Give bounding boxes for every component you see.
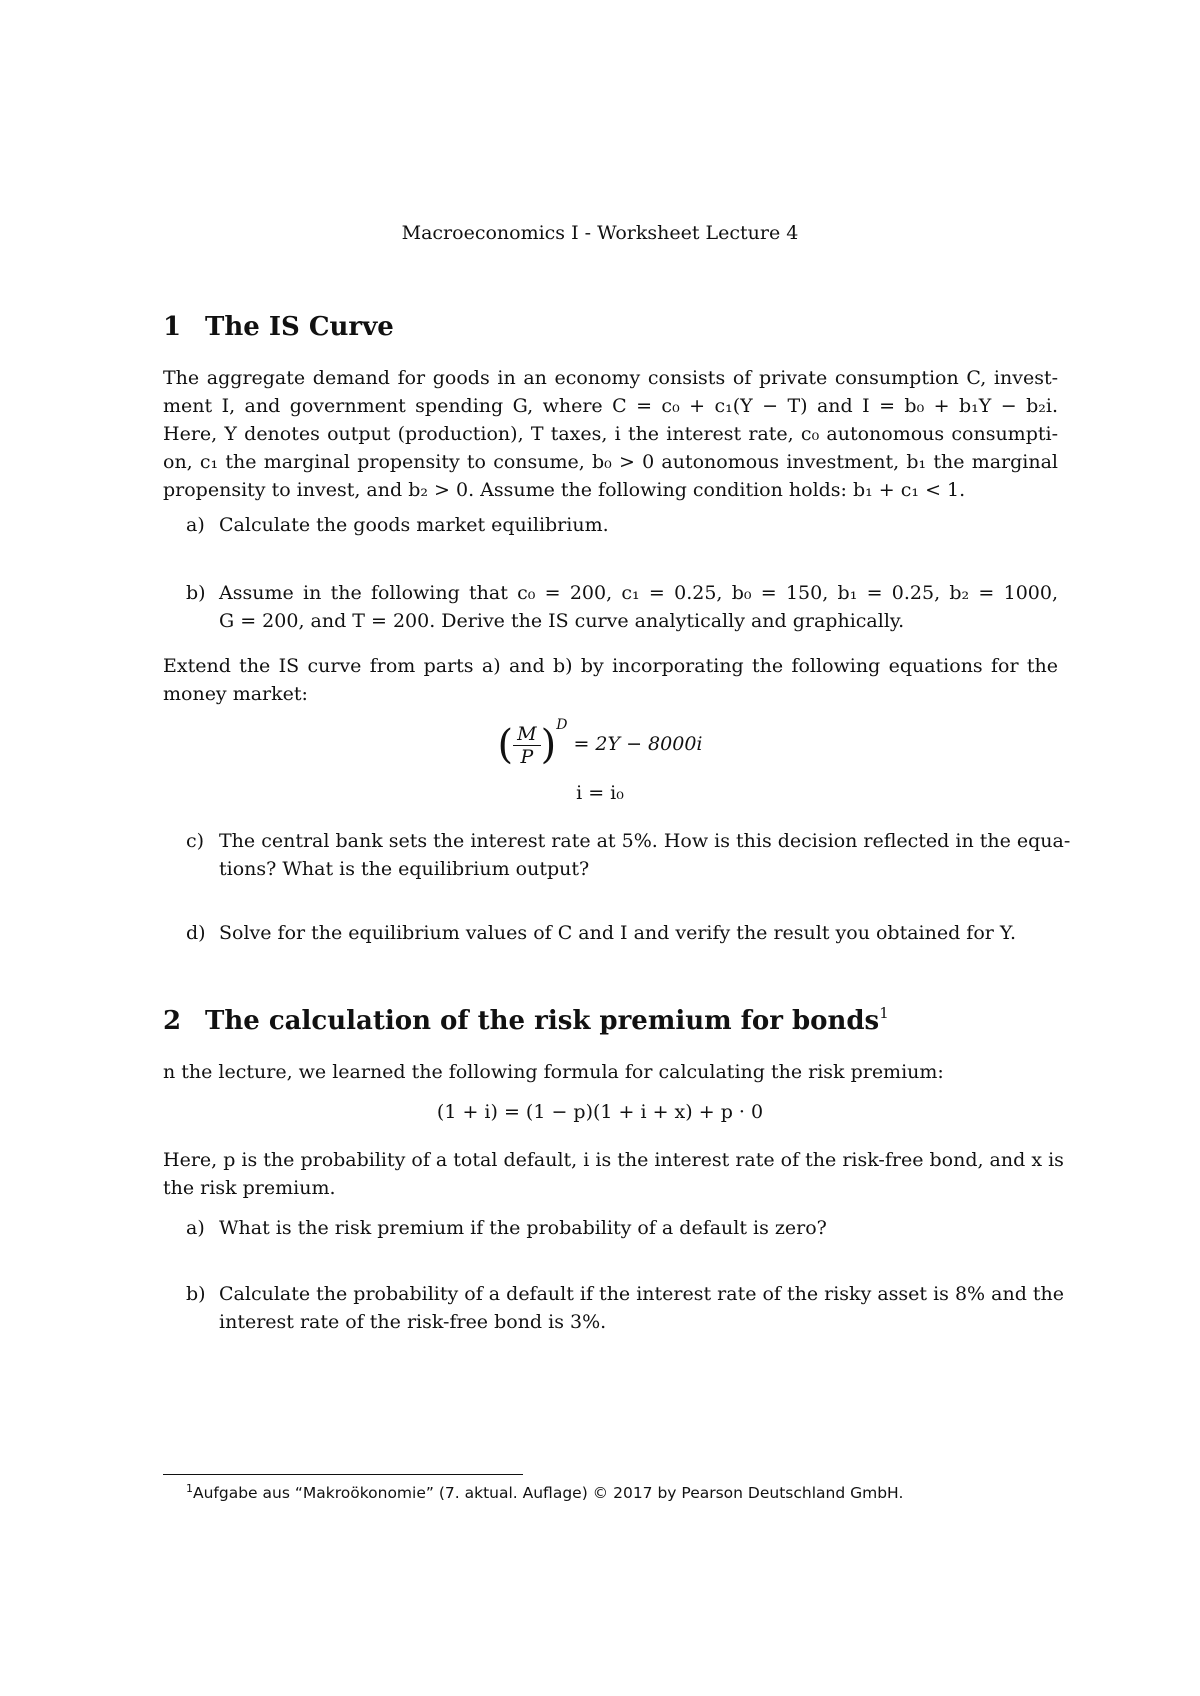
intro-line: on, c₁ the marginal propensity to consume, b₀ > 0 autonomous investment, b₁ the marginal xyxy=(163,451,1058,473)
footnote xyxy=(186,1482,903,1502)
section-1-item-d xyxy=(186,919,1058,947)
section-2-explanation xyxy=(163,1146,1064,1202)
item-text-line: tions? What is the equilibrium output? xyxy=(219,858,590,880)
document-title: Macroeconomics I - Worksheet Lecture 4 xyxy=(401,222,799,244)
item-text: What is the risk premium if the probability of a default is zero? xyxy=(219,1217,827,1239)
section-1-title: The IS Curve xyxy=(205,312,394,342)
intro-line: The aggregate demand for goods in an economy consists of private consumption C, invest- xyxy=(163,367,1058,389)
explain-line: the risk premium. xyxy=(163,1177,336,1199)
item-text-line: Assume in the following that c₀ = 200, c₁ = 0.25, b₀ = 150, b₁ = 0.25, b₂ = 1000, xyxy=(219,582,1058,604)
item-text-line: interest rate of the risk-free bond is 3%. xyxy=(219,1311,607,1333)
item-marker: a) xyxy=(186,1217,205,1239)
item-marker: c) xyxy=(186,830,205,852)
footnote-text: Aufgabe aus “Makroökonomie” (7. aktual. Auflage) © 2017 by Pearson Deutschland GmbH. xyxy=(193,1484,904,1503)
section-1-item-c xyxy=(186,827,1071,883)
section-1-number: 1 xyxy=(163,312,182,342)
interest-rate-equation: i = i₀ xyxy=(576,782,624,804)
section-1-item-b xyxy=(186,579,1058,635)
section-1-intro xyxy=(163,364,1058,504)
section-1-item-a xyxy=(186,511,1058,539)
money-demand-equation: ( $\frac{M}{P}$ )$^D$ = 2Y − 8000i xyxy=(497,716,703,768)
section-1-heading xyxy=(163,312,394,342)
intro-line: Here, Y denotes output (production), T taxes, i the interest rate, c₀ autonomous consumpti- xyxy=(163,423,1058,445)
section-2-heading xyxy=(163,1006,889,1036)
footnote-mark: 1 xyxy=(186,1482,193,1495)
fraction-denominator: P xyxy=(520,745,534,768)
equation-rhs: = 2Y − 8000i xyxy=(573,733,703,755)
item-text: Calculate the goods market equilibrium. xyxy=(219,514,609,536)
intro-line: propensity to invest, and b₂ > 0. Assume the following condition holds: b₁ + c₁ < 1. xyxy=(163,479,966,501)
fraction-numerator: M xyxy=(513,723,540,746)
footnote-divider xyxy=(163,1474,523,1475)
extend-line: money market: xyxy=(163,683,308,705)
section-2-number: 2 xyxy=(163,1006,182,1036)
section-2-item-a xyxy=(186,1214,1058,1242)
item-marker: b) xyxy=(186,582,206,604)
item-text-line: Calculate the probability of a default if the interest rate of the risky asset is 8% and the xyxy=(219,1283,1065,1305)
item-text: Solve for the equilibrium values of C and I and verify the result you obtained for Y. xyxy=(219,922,1017,944)
footnote-reference: 1 xyxy=(879,1004,889,1022)
item-marker: b) xyxy=(186,1283,206,1305)
section-1-extend-text xyxy=(163,652,1058,708)
demand-superscript: D xyxy=(556,716,568,733)
extend-line: Extend the IS curve from parts a) and b) by incorporating the following equations for the xyxy=(163,655,1058,677)
explain-line: Here, p is the probability of a total default, i is the interest rate of the risk-free bond, and x is xyxy=(163,1149,1064,1171)
section-2-title: The calculation of the risk premium for bonds xyxy=(205,1006,880,1036)
section-2-intro: n the lecture, we learned the following formula for calculating the risk premium: xyxy=(163,1061,944,1083)
item-marker: a) xyxy=(186,514,205,536)
item-marker: d) xyxy=(186,922,206,944)
intro-line: ment I, and government spending G, where C = c₀ + c₁(Y − T) and I = b₀ + b₁Y − b₂i. xyxy=(163,395,1058,417)
section-2-item-b xyxy=(186,1280,1065,1336)
item-text-line: G = 200, and T = 200. Derive the IS curve analytically and graphically. xyxy=(219,610,905,632)
item-text-line: The central bank sets the interest rate at 5%. How is this decision reflected in the equa- xyxy=(219,830,1071,852)
risk-premium-formula: (1 + i) = (1 − p)(1 + i + x) + p · 0 xyxy=(436,1101,764,1123)
